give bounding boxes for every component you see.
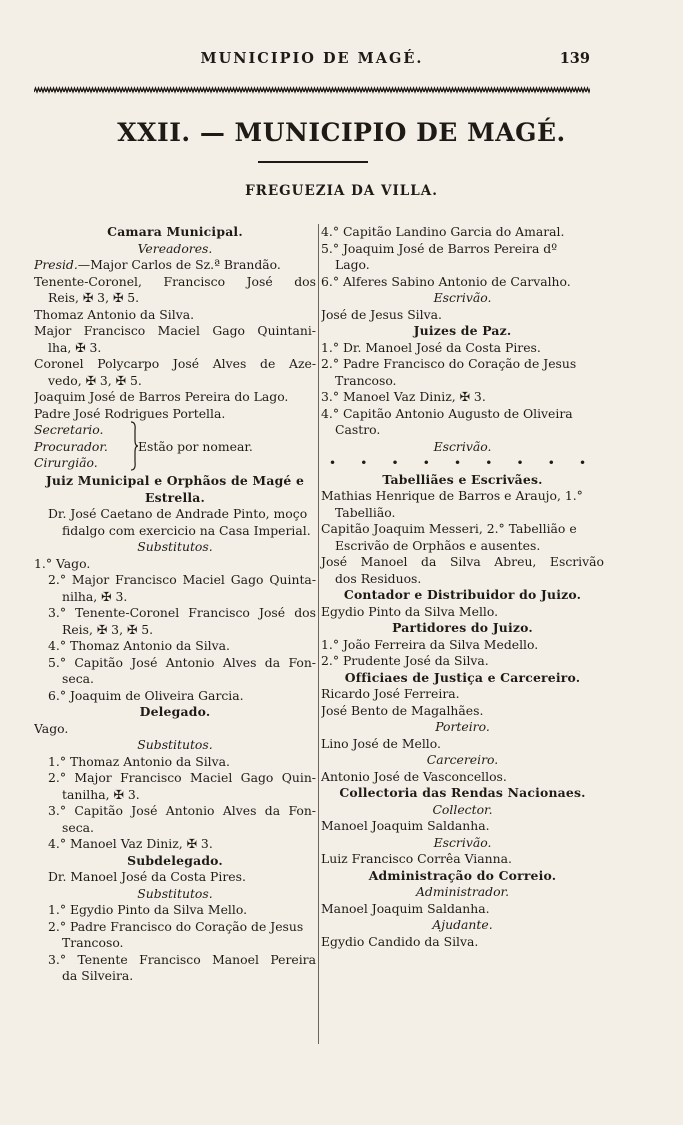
- subheading-escrivao: Escrivão.: [433, 290, 492, 305]
- entry-line: José Bento de Magalhães.: [321, 702, 484, 718]
- entry-line: fidalgo com exercicio na Casa Imperial.: [62, 522, 311, 538]
- entry-line: 2.° Padre Francisco do Coração de Jesus: [48, 918, 304, 934]
- entry-line: Tenente-Coronel, Francisco José dos: [34, 273, 316, 289]
- entry-line: 2.° Padre Francisco do Coração de Jesus: [321, 356, 577, 371]
- subheading-substitutos: Substitutos.: [137, 737, 213, 752]
- subheading-porteiro: Porteiro.: [435, 719, 490, 734]
- presid-text: —Major Carlos de Sz.ª Brandão.: [77, 257, 281, 272]
- entry-line: José de Jesus Silva.: [321, 306, 442, 322]
- section-heading-delegado: Delegado.: [139, 704, 211, 719]
- page-number: 139: [559, 50, 590, 67]
- entry-line: 2.° Prudente José da Silva.: [321, 653, 489, 668]
- ornamental-rule: [34, 85, 590, 95]
- entry-line: 2.° Major Francisco Maciel Gago Quin-: [48, 770, 316, 785]
- entry-line: seca.: [62, 819, 94, 835]
- entry-line: 4.° Thomaz Antonio da Silva.: [48, 638, 230, 653]
- section-heading-partidores: Partidores do Juizo.: [392, 620, 533, 635]
- section-heading-camara: Camara Municipal.: [107, 224, 243, 239]
- entry-line: Manoel Joaquim Saldanha.: [321, 900, 490, 916]
- entry-line: Antonio José de Vasconcellos.: [321, 768, 507, 784]
- entry-presidente: [34, 257, 316, 274]
- entry-line: Reis, ✠ 3, ✠ 5.: [48, 290, 140, 305]
- section-heading-juiz-cont: Estrella.: [144, 489, 206, 505]
- entry-line: 3.° Tenente Francisco Manoel Pereira: [48, 951, 316, 967]
- entry-line: da Silveira.: [62, 968, 134, 983]
- entry-line: 4.° Capitão Antonio Augusto de Oliveira: [321, 405, 573, 421]
- entry-line: 6.° Alferes Sabino Antonio de Carvalho.: [321, 273, 571, 289]
- entry-line: Escrivão de Orphãos e ausentes.: [335, 537, 541, 553]
- entry-line: Dr. Manoel José da Costa Pires.: [48, 869, 246, 884]
- vacant-offices-note: Estão por nomear.: [138, 439, 253, 454]
- entry-line: Ricardo José Ferreira.: [321, 686, 460, 701]
- entry-line: Tabellião.: [335, 504, 396, 520]
- subheading-substitutos: Substitutos.: [137, 539, 213, 554]
- section-heading-correio: Administração do Correio.: [368, 867, 557, 883]
- entry-line: 6.° Joaquim de Oliveira Garcia.: [48, 687, 244, 703]
- entry-line: vedo, ✠ 3, ✠ 5.: [48, 372, 142, 388]
- entry-line: Lino José de Mello.: [321, 735, 441, 751]
- subheading-vereadores: Vereadores.: [137, 240, 213, 256]
- subheading-escrivao: Escrivão.: [433, 438, 492, 454]
- entry-line: Trancoso.: [62, 935, 124, 950]
- section-heading-tabelliaes: Tabelliães e Escrivães.: [382, 471, 543, 487]
- subheading-carcereiro: Carcereiro.: [426, 752, 499, 767]
- entry-line: 1.° Egydio Pinto da Silva Mello.: [48, 902, 248, 917]
- entry-line: Dr. José Caetano de Andrade Pinto, moço: [48, 506, 308, 521]
- entry-line: 3.° Manoel Vaz Diniz, ✠ 3.: [321, 389, 486, 404]
- entry-line: Reis, ✠ 3, ✠ 5.: [62, 621, 154, 637]
- parish-title: FREGUEZIA DA VILLA.: [245, 183, 438, 199]
- entry-line: dos Residuos.: [335, 570, 422, 586]
- entry-line: Major Francisco Maciel Gago Quintani-: [34, 323, 316, 338]
- subheading-escrivao: Escrivão.: [433, 834, 492, 850]
- entry-line: 1.° Dr. Manoel José da Costa Pires.: [321, 339, 541, 355]
- entry-line: Mathias Henrique de Barros e Araujo, 1.°: [321, 488, 583, 503]
- entry-line: 5.° Joaquim José de Barros Pereira dº: [321, 240, 558, 256]
- column-divider: [318, 224, 319, 1044]
- section-heading-collectoria: Collectoria das Rendas Nacionaes.: [339, 785, 586, 800]
- label-secretario: Secretario.: [34, 422, 104, 437]
- entry-line: 1.° João Ferreira da Silva Medello.: [321, 636, 539, 652]
- presid-label: Presid.: [34, 257, 78, 272]
- entry-line: 4.° Manoel Vaz Diniz, ✠ 3.: [48, 836, 213, 851]
- entry-line: 4.° Capitão Landino Garcia do Amaral.: [321, 224, 565, 239]
- entry-line: lha, ✠ 3.: [48, 339, 102, 355]
- vacant-offices-block: [34, 422, 316, 472]
- vacant-offices-labels: [34, 422, 108, 472]
- entry-line: Joaquim José de Barros Pereira do Lago.: [34, 389, 289, 404]
- vacancy-dots: • • • • • • • • •: [328, 455, 597, 470]
- entry-line: 3.° Tenente-Coronel Francisco José dos: [48, 605, 316, 620]
- subheading-administrador: Administrador.: [415, 884, 510, 899]
- section-heading-contador: Contador e Distribuidor do Juizo.: [343, 587, 582, 602]
- entry-line: Egydio Candido da Silva.: [321, 933, 479, 949]
- running-head-title: MUNICIPIO DE MAGÉ.: [200, 50, 424, 67]
- title-rule: [258, 161, 368, 163]
- running-head: [34, 50, 590, 72]
- section-heading-subdelegado: Subdelegado.: [127, 852, 223, 868]
- label-cirurgiao: Cirurgião.: [34, 455, 98, 470]
- entry-line: 2.° Major Francisco Maciel Gago Quinta-: [48, 572, 316, 587]
- entry-line: Manoel Joaquim Saldanha.: [321, 818, 490, 833]
- entry-line: Coronel Polycarpo José Alves de Aze-: [34, 356, 316, 371]
- chapter-title: XXII. — MUNICIPIO DE MAGÉ.: [117, 118, 566, 147]
- section-heading-juizes-paz: Juizes de Paz.: [413, 323, 512, 338]
- entry-line: nilha, ✠ 3.: [62, 588, 128, 604]
- entry-line: seca.: [62, 671, 94, 686]
- subheading-collector: Collector.: [432, 801, 493, 817]
- right-column: [321, 224, 604, 950]
- entry-line: Capitão Joaquim Messeri, 2.° Tabellião e: [321, 521, 577, 536]
- entry-line: Castro.: [335, 422, 381, 437]
- entry-line: Thomaz Antonio da Silva.: [34, 306, 195, 322]
- entry-line: 5.° Capitão José Antonio Alves da Fon-: [48, 654, 316, 670]
- entry-line: Egydio Pinto da Silva Mello.: [321, 603, 499, 619]
- entry-line: 3.° Capitão José Antonio Alves da Fon-: [48, 803, 316, 818]
- entry-line: José Manoel da Silva Abreu, Escrivão: [321, 554, 604, 569]
- entry-line: Trancoso.: [335, 372, 397, 388]
- entry-line: tanilha, ✠ 3.: [62, 786, 140, 802]
- entry-line: Luiz Francisco Corrêa Vianna.: [321, 851, 512, 866]
- subheading-ajudante: Ajudante.: [432, 917, 493, 932]
- left-column: [34, 224, 316, 985]
- entry-line: Padre José Rodrigues Portella.: [34, 405, 226, 421]
- entry-line: Vago.: [34, 720, 69, 736]
- entry-line: 1.° Thomaz Antonio da Silva.: [48, 753, 230, 769]
- subheading-substitutos: Substitutos.: [137, 885, 213, 901]
- entry-line: Lago.: [335, 257, 370, 272]
- entry-line: 1.° Vago.: [34, 555, 91, 571]
- label-procurador: Procurador.: [34, 438, 108, 454]
- section-heading-juiz: Juiz Municipal e Orphãos de Magé e: [45, 473, 305, 488]
- section-heading-officiaes: Officiaes de Justiça e Carcereiro.: [344, 669, 581, 685]
